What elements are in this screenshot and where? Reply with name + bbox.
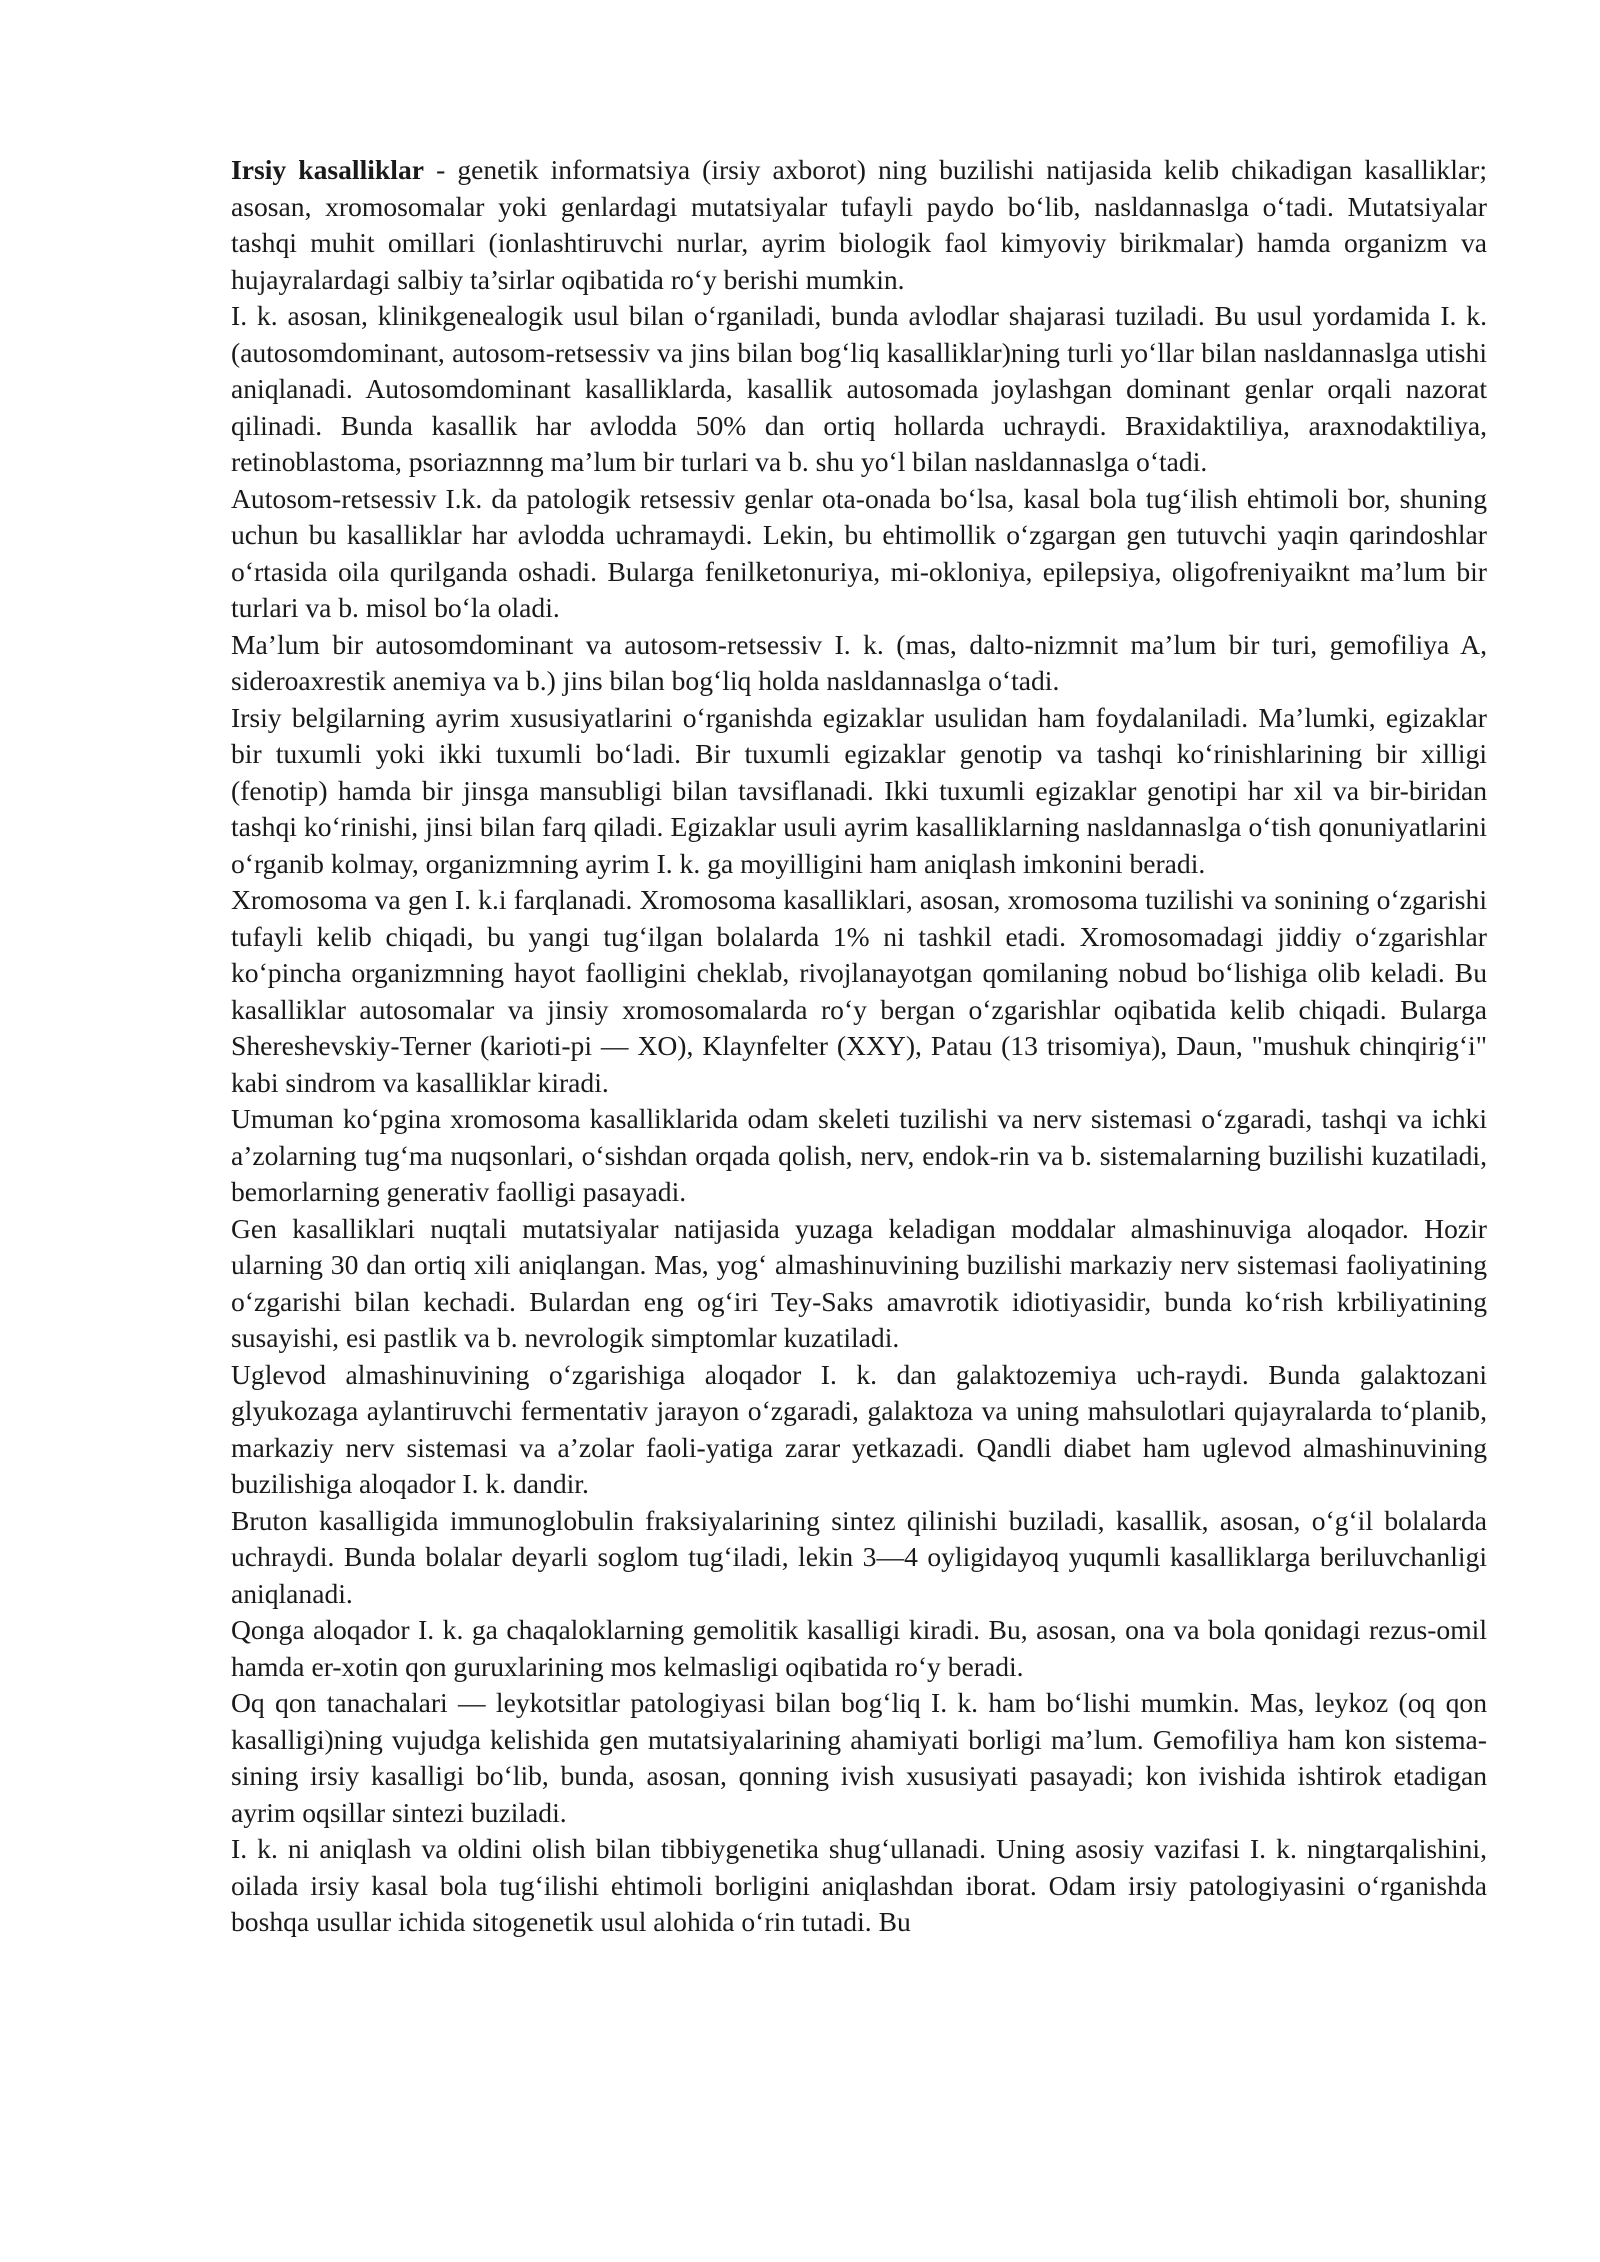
paragraph: Oq qon tanachalari — leykotsitlar patologiyasi bilan bog‘liq I. k. ham bo‘lishi mumkin. Mas, leykoz (oq qon kasalligi)ning vujudga kelishida gen mutatsiyalarining ahamiyati borligi ma’lum. Gemofiliya ham kon sistema-sining irsiy kasalligi bo‘lib, bunda, asosan, qonning ivish xususiyati pasayadi; kon ivishida ishtirok etadigan ayrim oqsillar sintezi buziladi.: [231, 1687, 1487, 1828]
paragraph: Gen kasalliklari nuqtali mutatsiyalar natijasida yuzaga keladigan moddalar almashinuviga aloqador. Hozir ularning 30 dan ortiq xili aniqlangan. Mas, yog‘ almashinuvining buzilishi markaziy nerv sistemasi faoliyatining o‘zgarishi bilan kechadi. Bulardan eng og‘iri Tey-Saks amavrotik idiotiyasidir, bunda ko‘rish krbiliyatining susayishi, esi pastlik va b. nevrologik simptomlar kuzatiladi.: [231, 1212, 1487, 1353]
paragraph: Uglevod almashinuvining o‘zgarishiga aloqador I. k. dan galaktozemiya uch-raydi. Bunda galaktozani glyukozaga aylantiruvchi fermentativ jarayon o‘zgaradi, galaktoza va uning mahsulotlari qujayralarda to‘planib, markaziy nerv sistemasi va a’zolar faoli-yatiga zarar yetkazadi. Qandli diabet ham uglevod almashinuvining buzilishiga aloqador I. k. dandir.: [231, 1358, 1487, 1499]
paragraph: Irsiy belgilarning ayrim xususiyatlarini o‘rganishda egizaklar usulidan ham foydalaniladi. Ma’lumki, egizaklar bir tuxumli yoki ikki tuxumli bo‘ladi. Bir tuxumli egizaklar genotip va tashqi ko‘rinishlarining bir xilligi (fenotip) hamda bir jinsga mansubligi bilan tavsiflanadi. Ikki tuxumli egizaklar genotipi har xil va bir-biridan tashqi ko‘rinishi, jinsi bilan farq qiladi. Egizaklar usuli ayrim kasalliklarning nasldannaslga o‘tish qonuniyatlarini o‘rganib kolmay, organizmning ayrim I. k. ga moyilligini ham aniqlash imkonini beradi.: [231, 701, 1487, 879]
term-heading: Irsiy kasalliklar: [231, 154, 424, 185]
paragraph-intro: [231, 152, 1487, 298]
paragraph-text: - genetik informatsiya (irsiy axborot) ning buzilishi natijasida kelib chikadigan kasalliklar; asosan, xromosomalar yoki genlardagi mutatsiyalar tufayli paydo bo‘lib, nasldannaslga o‘tadi. Mutatsiyalar tashqi muhit omillari (ionlashtiruvchi nurlar, ayrim biologik faol kimyoviy birikmalar) hamda organizm va hujayralardagi salbiy ta’sirlar oqibatida ro‘y berishi mumkin.: [231, 154, 1487, 295]
paragraph: Bruton kasalligida immunoglobulin fraksiyalarining sintez qilinishi buziladi, kasallik, asosan, o‘g‘il bolalarda uchraydi. Bunda bolalar deyarli soglom tug‘iladi, lekin 3—4 oyligidayoq yuqumli kasalliklarga beriluvchanligi aniqlanadi.: [231, 1504, 1487, 1609]
paragraph: Xromosoma va gen I. k.i farqlanadi. Xromosoma kasalliklari, asosan, xromosoma tuzilishi va sonining o‘zgarishi tufayli kelib chiqadi, bu yangi tug‘ilgan bolalarda 1% ni tashkil etadi. Xromosomadagi jiddiy o‘zgarishlar ko‘pincha organizmning hayot faolligini cheklab, rivojlanayotgan qomilaning nobud bo‘lishiga olib keladi. Bu kasalliklar autosomalar va jinsiy xromosomalarda ro‘y bergan o‘zgarishlar oqibatida kelib chiqadi. Bularga Shereshevskiy-Terner (karioti-pi — XO), Klaynfelter (XXY), Patau (13 trisomiya), Daun, "mushuk chinqirig‘i" kabi sindrom va kasalliklar kiradi.: [231, 884, 1487, 1098]
document-page: [231, 152, 1487, 1941]
paragraph: I. k. asosan, klinikgenealogik usul bilan o‘rganiladi, bunda avlodlar shajarasi tuziladi. Bu usul yordamida I. k. (autosomdominant, autosom-retsessiv va jins bilan bog‘liq kasalliklar)ning turli yo‘llar bilan nasldannaslga utishi aniqlanadi. Autosomdominant kasalliklarda, kasallik autosomada joylashgan dominant genlar orqali nazorat qilinadi. Bunda kasallik har avlodda 50% dan ortiq hollarda uchraydi. Braxidaktiliya, araxnodaktiliya, retinoblastoma, psoriaznnng ma’lum bir turlari va b. shu yo‘l bilan nasldannaslga o‘tadi.: [231, 300, 1487, 477]
paragraph: Ma’lum bir autosomdominant va autosom-retsessiv I. k. (mas, dalto-nizmnit ma’lum bir turi, gemofiliya A, sideroaxrestik anemiya va b.) jins bilan bog‘liq holda nasldannaslga o‘tadi.: [231, 628, 1487, 696]
paragraph: Umuman ko‘pgina xromosoma kasalliklarida odam skeleti tuzilishi va nerv sistemasi o‘zgaradi, tashqi va ichki a’zolarning tug‘ma nuqsonlari, o‘sishdan orqada qolish, nerv, endok-rin va b. sistemalarning buzilishi kuzatiladi, bemorlarning generativ faolligi pasayadi.: [231, 1103, 1487, 1207]
paragraph: Autosom-retsessiv I.k. da patologik retsessiv genlar ota-onada bo‘lsa, kasal bola tug‘ilish ehtimoli bor, shuning uchun bu kasalliklar har avlodda uchramaydi. Lekin, bu ehtimollik o‘zgargan gen tutuvchi yaqin qarindoshlar o‘rtasida oila qurilganda oshadi. Bularga fenilketonuriya, mi-okloniya, epilepsiya, oligofreniyaiknt ma’lum bir turlari va b. misol bo‘la oladi.: [231, 482, 1487, 623]
paragraph: Qonga aloqador I. k. ga chaqaloklarning gemolitik kasalligi kiradi. Bu, asosan, ona va bola qonidagi rezus-omil hamda er-xotin qon guruxlarining mos kelmasligi oqibatida ro‘y beradi.: [231, 1614, 1487, 1682]
paragraph: I. k. ni aniqlash va oldini olish bilan tibbiygenetika shug‘ullanadi. Uning asosiy vazifasi I. k. ningtarqalishini, oilada irsiy kasal bola tug‘ilishi ehtimoli borligini aniqlashdan iborat. Odam irsiy patologiyasini o‘rganishda boshqa usullar ichida sitogenetik usul alohida o‘rin tutadi. Bu: [231, 1833, 1487, 1937]
